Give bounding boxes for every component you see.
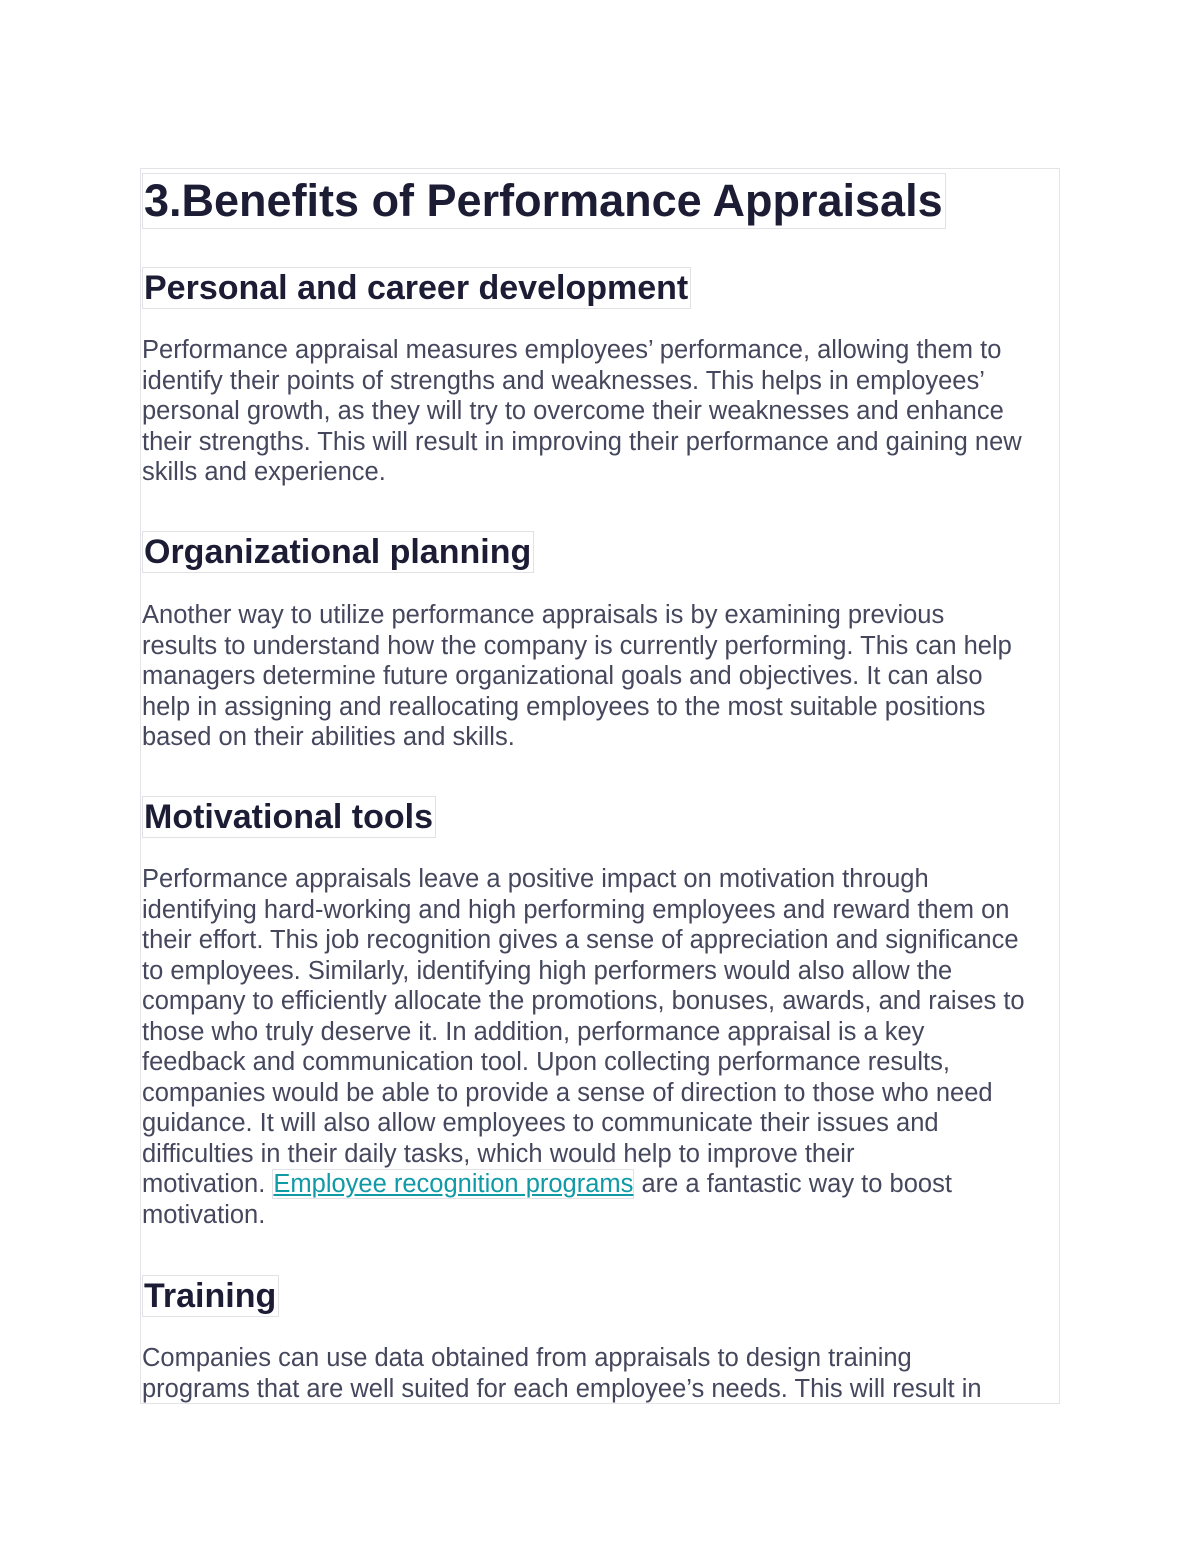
text-line: help in assigning and reallocating employees to the most suitable positions <box>142 692 986 721</box>
text-line: guidance. It will also allow employees to communicate their issues and <box>142 1109 939 1137</box>
text-line: motivation. <box>142 1200 266 1229</box>
text-line: managers determine future organizational goals and objectives. It can also <box>142 662 983 690</box>
text-line: identifying hard-working and high performing employees and reward them on <box>142 895 1010 924</box>
paragraph-training <box>142 1343 1060 1404</box>
paragraph-organizational-planning <box>142 600 1060 753</box>
text-line: personal growth, as they will try to overcome their weaknesses and enhance <box>142 397 1004 425</box>
paragraph-personal-career <box>142 335 1060 488</box>
text-line: results to understand how the company is currently performing. This can help <box>142 631 1012 660</box>
text-line: those who truly deserve it. In addition, performance appraisal is a key <box>142 1017 925 1046</box>
text-line: their strengths. This will result in improving their performance and gaining new <box>142 427 1022 456</box>
text-line: feedback and communication tool. Upon collecting performance results, <box>142 1048 950 1076</box>
text-line: Performance appraisal measures employees’ performance, allowing them to <box>142 336 1002 364</box>
text-line: programs that are well suited for each employee’s needs. This will result in <box>142 1374 982 1403</box>
text-line: company to efficiently allocate the promotions, bonuses, awards, and raises to <box>142 987 1025 1015</box>
section-heading-motivational-tools: Motivational tools <box>142 796 436 838</box>
text-line: Another way to utilize performance appraisals is by examining previous <box>142 601 945 629</box>
text-line: identify their points of strengths and weaknesses. This helps in employees’ <box>142 366 985 395</box>
section-heading-training: Training <box>142 1275 279 1317</box>
text-line: based on their abilities and skills. <box>142 723 515 751</box>
text-line: skills and experience. <box>142 458 386 486</box>
text-line: their effort. This job recognition gives a sense of appreciation and significance <box>142 926 1019 954</box>
text-line: companies would be able to provide a sense of direction to those who need <box>142 1078 993 1107</box>
section-heading-organizational-planning: Organizational planning <box>142 531 534 573</box>
paragraph-motivational-tools <box>142 864 1060 1230</box>
text-before-link: motivation. <box>142 1170 273 1198</box>
text-line: to employees. Similarly, identifying high performers would also allow the <box>142 956 953 985</box>
text-line: Companies can use data obtained from appraisals to design training <box>142 1344 912 1372</box>
text-line: difficulties in their daily tasks, which would help to improve their <box>142 1139 855 1168</box>
text-line-with-link <box>142 1169 1060 1200</box>
text-after-link: are a fantastic way to boost <box>634 1170 952 1198</box>
document-content <box>140 168 1060 1404</box>
employee-recognition-programs-link[interactable]: Employee recognition programs <box>273 1170 634 1198</box>
section-heading-personal-career: Personal and career development <box>142 267 691 309</box>
page-title: 3.Benefits of Performance Appraisals <box>142 173 946 229</box>
text-line: Performance appraisals leave a positive impact on motivation through <box>142 865 929 893</box>
